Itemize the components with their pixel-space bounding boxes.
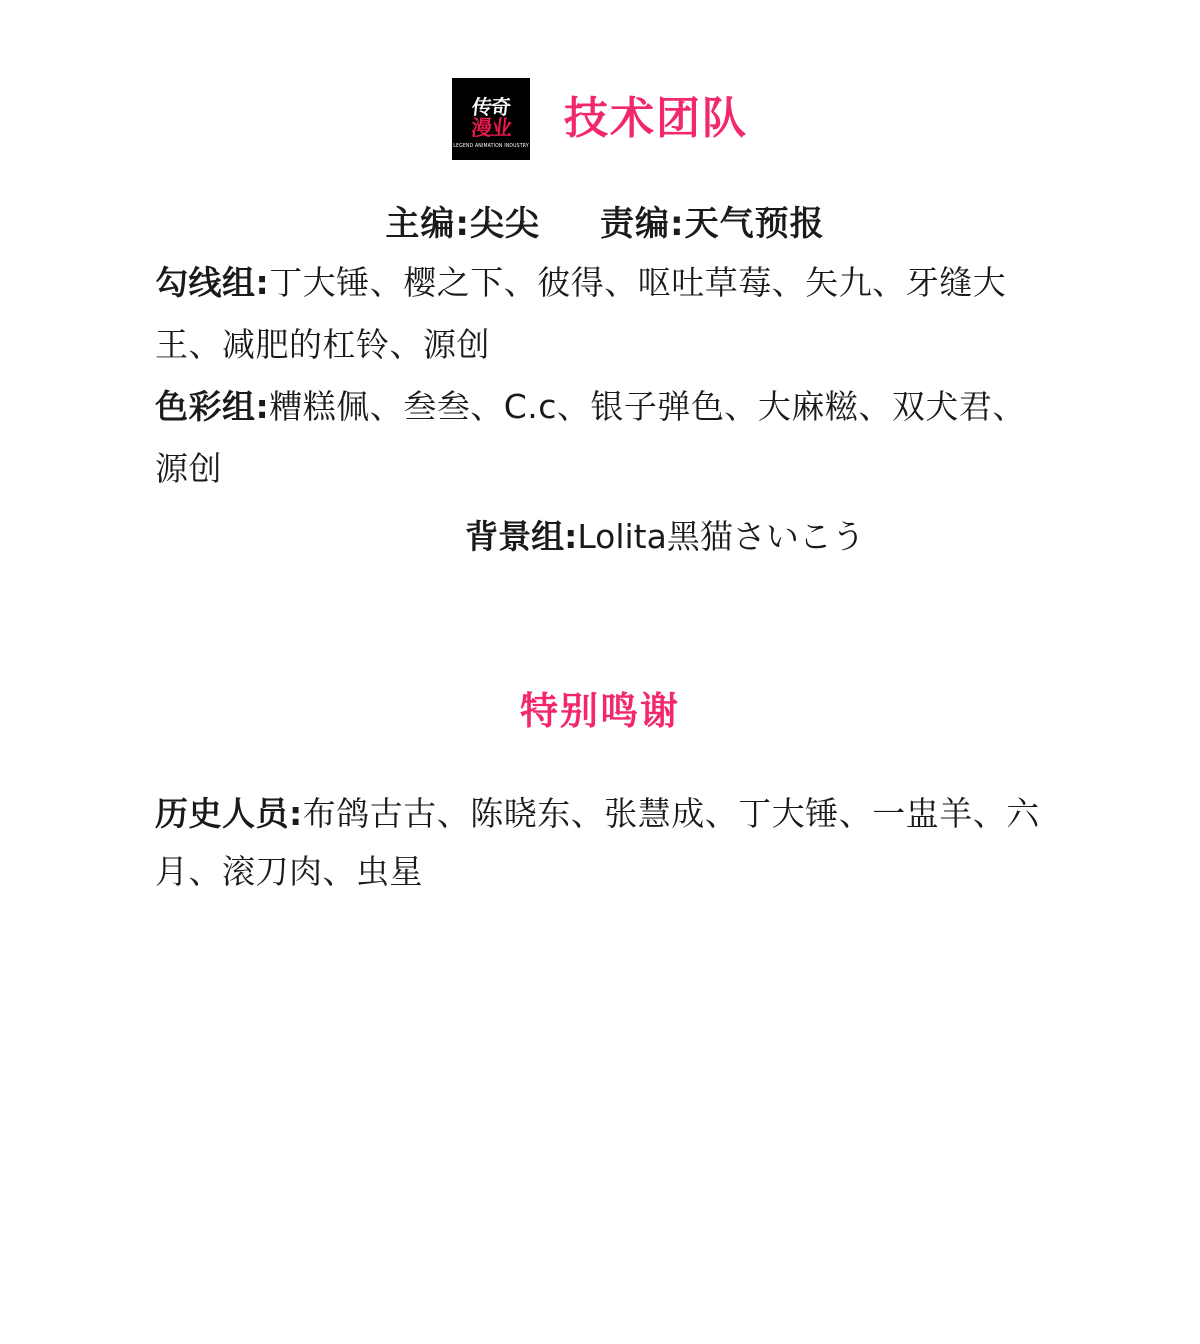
team-credits-list <box>155 196 1055 568</box>
logo-bottom-text: LEGEND ANIMATION INDUSTRY <box>453 142 529 149</box>
logo-mid-text: 漫业 <box>469 115 513 140</box>
thanks-title: 特别鸣谢 <box>519 689 680 733</box>
lineart-label: 勾线组: <box>155 263 270 302</box>
color-label: 色彩组: <box>155 387 270 426</box>
studio-logo <box>452 78 530 160</box>
history-label: 历史人员: <box>155 794 303 833</box>
page-title: 技术团队 <box>564 93 748 144</box>
thanks-credits-list <box>155 785 1065 901</box>
logo-top-text: 传奇 <box>470 94 512 119</box>
history-value: 布鸽古古、陈晓东、张慧成、丁大锤、一盅羊、六月、滚刀肉、虫星 <box>155 794 1040 891</box>
editors-row <box>155 196 1055 252</box>
credits-header <box>0 78 1200 160</box>
managing-editor-label: 责编: <box>600 204 685 244</box>
background-value: Lolita黑猫さいこう <box>577 517 865 556</box>
editor-label: 主编: <box>385 204 470 244</box>
managing-editor-value: 天气预报 <box>684 204 825 244</box>
color-row <box>155 376 1055 500</box>
lineart-value: 丁大锤、樱之下、彼得、呕吐草莓、矢九、牙缝大王、减肥的杠铃、源创 <box>155 263 1007 364</box>
color-value: 糟糕佩、叁叁、C.c、银子弹色、大麻糍、双犬君、源创 <box>155 387 1026 488</box>
background-label: 背景组: <box>465 517 578 556</box>
editor-value: 尖尖 <box>470 204 540 244</box>
lineart-row <box>155 252 1055 376</box>
background-row <box>155 506 1055 568</box>
